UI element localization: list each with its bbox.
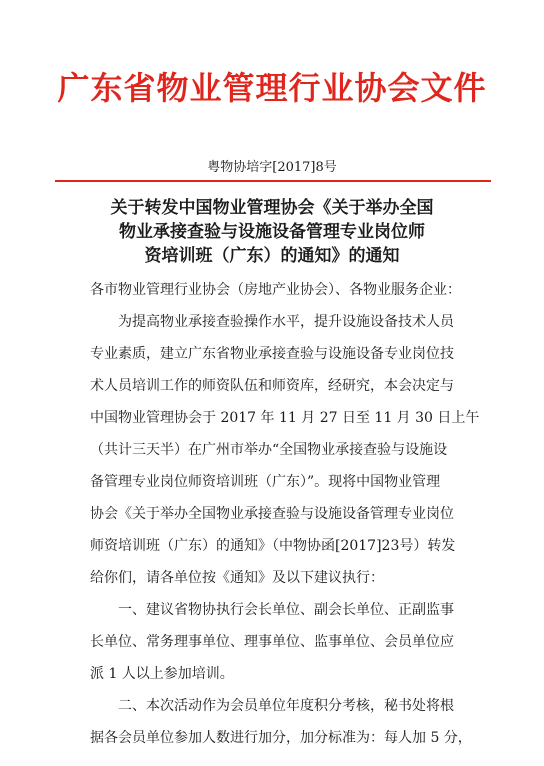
document-number: 粤物协培字[2017]8号: [207, 160, 337, 175]
body-line: 术人员培训工作的师资队伍和师资库，经研究，本会决定与: [90, 378, 454, 394]
addressee: 各市物业管理行业协会（房地产业协会）、各物业服务企业：: [90, 282, 461, 298]
body-line: 长单位、常务理事单位、理事单位、监事单位、会员单位应: [90, 634, 454, 650]
body-line: 给你们，请各单位按《通知》及以下建议执行：: [90, 570, 384, 586]
body-line: 一、建议省物协执行会长单位、副会长单位、正副监事: [118, 602, 454, 618]
body-line: 据各会员单位参加人数进行加分，加分标准为：每人加 5 分，: [90, 730, 472, 746]
body-line: 协会《关于举办全国物业承接查验与设施设备管理专业岗位: [90, 506, 454, 522]
notice-title-line: 物业承接查验与设施设备管理专业岗位师: [119, 222, 425, 242]
notice-title-line: 资培训班（广东）的通知》的通知: [144, 246, 400, 266]
body-line: 师资培训班（广东）的通知》（中物协函[2017]23号）转发: [90, 538, 456, 554]
notice-title-line: 关于转发中国物业管理协会《关于举办全国: [110, 198, 434, 218]
body-line: 中国物业管理协会于 2017 年 11 月 27 日至 11 月 30 日上午: [90, 410, 480, 426]
body-line: 为提高物业承接查验操作水平，提升设施设备技术人员: [118, 314, 454, 330]
body-line: 备管理专业岗位师资培训班（广东）”。现将中国物业管理: [90, 474, 441, 490]
org-header-title: 广东省物业管理行业协会文件: [57, 69, 487, 107]
red-divider: [55, 180, 491, 182]
body-line: 派 1 人以上参加培训。: [90, 666, 234, 682]
notice-title: [70, 196, 474, 268]
body-line: （共计三天半）在广州市举办“全国物业承接查验与设施设: [90, 442, 448, 458]
body-line: 专业素质，建立广东省物业承接查验与设施设备专业岗位技: [90, 346, 454, 362]
body-line: 二、本次活动作为会员单位年度积分考核，秘书处将根: [118, 698, 454, 714]
